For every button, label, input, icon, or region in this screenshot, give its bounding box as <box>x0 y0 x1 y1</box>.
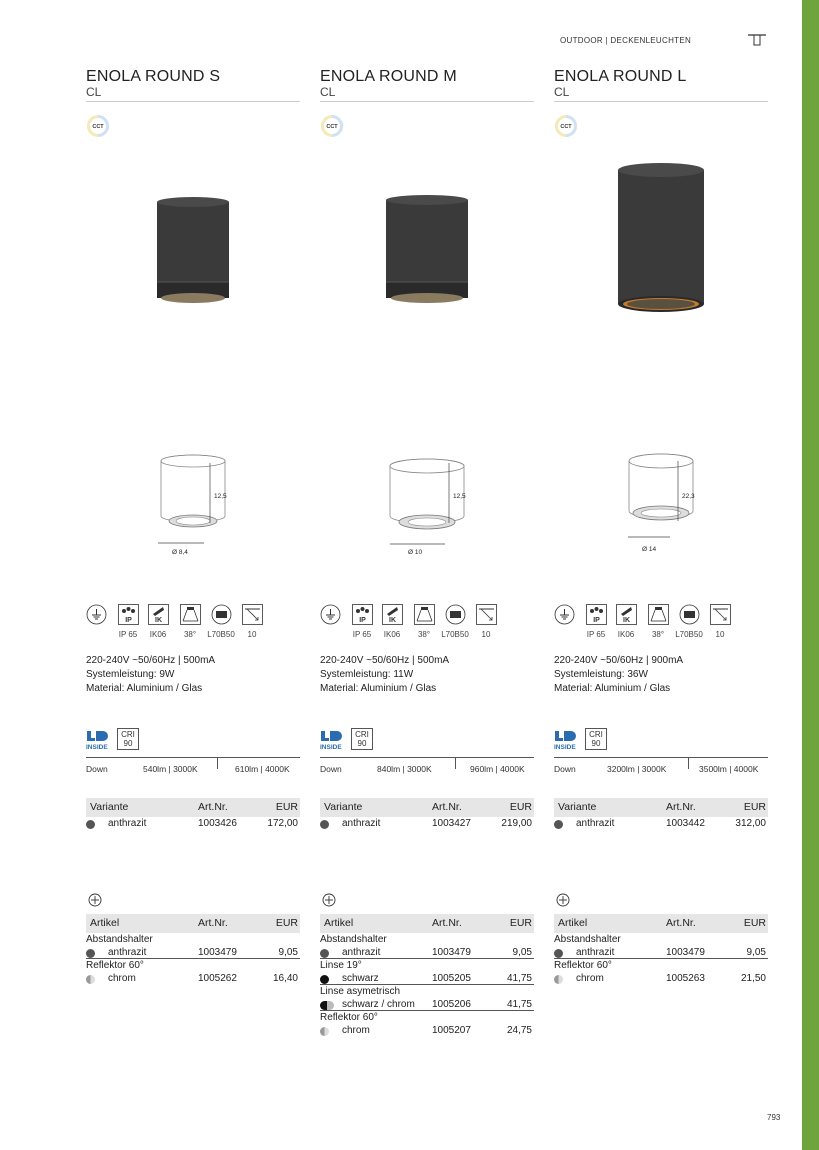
height-dimension: 12,5 <box>214 493 227 500</box>
led-inside-icon <box>554 730 578 750</box>
header-artnr: Art.Nr. <box>198 917 228 929</box>
accessory-price: 41,75 <box>506 999 532 1010</box>
header-artnr: Art.Nr. <box>198 801 228 813</box>
accessory-row <box>320 946 534 959</box>
variant-price: 172,00 <box>267 818 298 829</box>
cct-text: CCT <box>92 124 104 130</box>
distance-icon <box>242 604 263 625</box>
lifetime-label: L70B50 <box>441 630 469 639</box>
ip-rating-icon <box>352 604 373 625</box>
spec-voltage: 220-240V ~50/60Hz | 500mA <box>320 655 450 666</box>
accessory-row <box>86 972 300 985</box>
page-number: 793 <box>767 1113 781 1122</box>
distance-icon <box>476 604 497 625</box>
accessory-group <box>554 933 768 946</box>
accessory-name: anthrazit <box>108 947 147 958</box>
accessory-name: schwarz / chrom <box>342 999 415 1010</box>
product-specs <box>86 654 215 696</box>
lumen-3000k: 540lm | 3000K <box>143 764 198 774</box>
variants-header <box>554 798 768 817</box>
lifetime-label: L70B50 <box>675 630 703 639</box>
certification-icons <box>554 604 768 638</box>
accessory-group-label: Reflektor 60° <box>554 960 612 971</box>
title-divider <box>554 101 768 102</box>
cri-badge <box>117 728 139 750</box>
angle-label: 38° <box>183 630 197 639</box>
product-subtitle: CL <box>554 85 570 99</box>
accessory-name: chrom <box>342 1025 370 1036</box>
spec-material: Material: Aluminium / Glas <box>554 683 671 694</box>
class-protection-icon <box>86 604 107 625</box>
accessory-artnr: 1005207 <box>432 1025 471 1036</box>
product-photo-s <box>86 194 300 314</box>
black-swatch <box>320 975 329 984</box>
height-dimension: 12,5 <box>453 493 466 500</box>
cri-value: 90 <box>591 739 601 748</box>
diameter-dimension: Ø 10 <box>408 549 423 556</box>
spec-power: Systemleistung: 9W <box>86 669 175 680</box>
anthracite-swatch <box>86 949 95 958</box>
dimension-drawing-m <box>320 451 534 561</box>
accessory-artnr: 1005263 <box>666 973 705 984</box>
accessory-price: 41,75 <box>506 973 532 984</box>
ip-text: IP <box>125 617 132 624</box>
spec-voltage: 220-240V ~50/60Hz | 500mA <box>86 655 216 666</box>
header-artnr: Art.Nr. <box>432 801 462 813</box>
lumen-direction: Down <box>320 764 342 774</box>
led-inside-text: INSIDE <box>554 744 576 750</box>
accessory-artnr: 1005205 <box>432 973 471 984</box>
lumen-3000k: 3200lm | 3000K <box>607 764 667 774</box>
accessory-price: 9,05 <box>746 947 766 958</box>
certification-icons <box>86 604 300 638</box>
header-article: Artikel <box>558 917 588 929</box>
accessory-name: anthrazit <box>576 947 615 958</box>
accessories-header <box>320 914 534 933</box>
header-eur: EUR <box>275 917 298 929</box>
chrome-swatch <box>320 1027 329 1036</box>
accessory-group-label: Abstandshalter <box>86 934 153 945</box>
variants-table <box>320 798 534 830</box>
ik-rating-icon <box>382 604 403 625</box>
product-subtitle: CL <box>320 85 336 99</box>
accessory-artnr: 1005262 <box>198 973 237 984</box>
accessories-header <box>554 914 768 933</box>
variant-price: 312,00 <box>735 818 766 829</box>
cri-badge <box>585 728 607 750</box>
lumen-row <box>86 757 300 774</box>
accessory-group <box>320 933 534 946</box>
cct-text: CCT <box>560 124 572 130</box>
variant-name: anthrazit <box>108 818 147 829</box>
variant-name: anthrazit <box>576 818 615 829</box>
header-eur: EUR <box>509 917 532 929</box>
variant-row <box>86 817 300 830</box>
header-artnr: Art.Nr. <box>666 917 696 929</box>
led-inside-icon <box>320 730 344 750</box>
accessory-row <box>554 946 768 959</box>
header-eur: EUR <box>275 801 298 813</box>
accessory-group-label: Reflektor 60° <box>86 960 144 971</box>
accessory-row <box>554 972 768 985</box>
accessory-name: chrom <box>108 973 136 984</box>
cct-badge-icon <box>554 114 578 138</box>
lumen-divider <box>217 758 218 769</box>
spec-power: Systemleistung: 36W <box>554 669 648 680</box>
dimension-drawing-s <box>86 451 300 561</box>
product-specs <box>554 654 683 696</box>
class-protection-icon <box>320 604 341 625</box>
lifetime-icon <box>679 604 700 625</box>
header-article: Artikel <box>324 917 354 929</box>
product-column-s <box>86 68 300 984</box>
ik-text: IK <box>389 617 396 624</box>
class-protection-icon <box>554 604 575 625</box>
distance-label: 10 <box>247 630 257 639</box>
cri-label: CRI <box>355 730 369 739</box>
variant-price: 219,00 <box>501 818 532 829</box>
header-eur: EUR <box>509 801 532 813</box>
product-subtitle: CL <box>86 85 102 99</box>
lumen-row <box>554 757 768 774</box>
accessory-group-label: Abstandshalter <box>320 934 387 945</box>
cct-badge-icon <box>86 114 110 138</box>
variant-row <box>554 817 768 830</box>
ik-label: IK06 <box>149 630 167 639</box>
lumen-row <box>320 757 534 774</box>
accessory-row <box>320 998 534 1011</box>
product-specs <box>320 654 449 696</box>
accessories-header <box>86 914 300 933</box>
beam-angle-icon <box>180 604 201 625</box>
accessory-group <box>554 959 768 972</box>
led-inside-icon <box>86 730 110 750</box>
ip-label: IP 65 <box>352 630 372 639</box>
ik-text: IK <box>623 617 630 624</box>
led-inside-text: INSIDE <box>86 744 108 750</box>
lumen-divider <box>455 758 456 769</box>
cri-value: 90 <box>123 739 133 748</box>
accessory-plus-icon <box>88 893 102 907</box>
distance-label: 10 <box>715 630 725 639</box>
beam-angle-icon <box>648 604 669 625</box>
variant-row <box>320 817 534 830</box>
header-artnr: Art.Nr. <box>432 917 462 929</box>
ik-rating-icon <box>148 604 169 625</box>
accessory-plus-icon <box>322 893 336 907</box>
dimension-drawing-l <box>554 451 768 561</box>
accessory-group <box>320 959 534 972</box>
diameter-dimension: Ø 8,4 <box>172 549 188 556</box>
cct-badge-icon <box>320 114 344 138</box>
accessory-row <box>320 972 534 985</box>
product-column-l <box>554 68 768 984</box>
accessory-artnr: 1003479 <box>432 947 471 958</box>
product-photo-l <box>554 160 768 320</box>
lumen-3000k: 840lm | 3000K <box>377 764 432 774</box>
angle-label: 38° <box>417 630 431 639</box>
header-variant: Variante <box>90 801 129 813</box>
beam-angle-icon <box>414 604 435 625</box>
ip-rating-icon <box>118 604 139 625</box>
distance-label: 10 <box>481 630 491 639</box>
accessory-artnr: 1005206 <box>432 999 471 1010</box>
variants-table <box>86 798 300 830</box>
accessory-price: 16,40 <box>272 973 298 984</box>
accessory-group-label: Abstandshalter <box>554 934 621 945</box>
chrome-swatch <box>554 975 563 984</box>
distance-icon <box>710 604 731 625</box>
variants-header <box>320 798 534 817</box>
accessory-name: anthrazit <box>342 947 381 958</box>
accessory-artnr: 1003479 <box>666 947 705 958</box>
accessory-price: 9,05 <box>278 947 298 958</box>
chrome-swatch <box>86 975 95 984</box>
anthracite-swatch <box>86 820 95 829</box>
lumen-4000k: 610lm | 4000K <box>235 764 290 774</box>
ip-text: IP <box>359 617 366 624</box>
anthracite-swatch <box>554 949 563 958</box>
title-divider <box>86 101 300 102</box>
category-header: OUTDOOR | DECKENLEUCHTEN <box>560 36 692 45</box>
header-artnr: Art.Nr. <box>666 801 696 813</box>
lifetime-label: L70B50 <box>207 630 235 639</box>
lumen-divider <box>688 758 689 769</box>
ip-rating-icon <box>586 604 607 625</box>
ik-text: IK <box>155 617 162 624</box>
ik-rating-icon <box>616 604 637 625</box>
diameter-dimension: Ø 14 <box>642 546 657 553</box>
spec-power: Systemleistung: 11W <box>320 669 414 680</box>
header-variant: Variante <box>558 801 597 813</box>
spec-voltage: 220-240V ~50/60Hz | 900mA <box>554 655 684 666</box>
variant-artnr: 1003442 <box>666 818 705 829</box>
accessory-name: schwarz <box>342 973 379 984</box>
lumen-4000k: 3500lm | 4000K <box>699 764 759 774</box>
ip-label: IP 65 <box>586 630 606 639</box>
variants-table <box>554 798 768 830</box>
accessory-price: 21,50 <box>740 973 766 984</box>
accessory-price: 24,75 <box>506 1025 532 1036</box>
height-dimension: 22,3 <box>682 493 695 500</box>
cri-value: 90 <box>357 739 367 748</box>
product-title: ENOLA ROUND L <box>554 68 687 85</box>
accessory-row <box>86 946 300 959</box>
ip-label: IP 65 <box>118 630 138 639</box>
ik-label: IK06 <box>617 630 635 639</box>
accessory-name: chrom <box>576 973 604 984</box>
lumen-direction: Down <box>86 764 108 774</box>
lifetime-icon <box>445 604 466 625</box>
ceiling-light-icon <box>748 34 766 46</box>
title-divider <box>320 101 534 102</box>
accessory-price: 9,05 <box>512 947 532 958</box>
anthracite-swatch <box>320 820 329 829</box>
spec-material: Material: Aluminium / Glas <box>86 683 203 694</box>
variant-artnr: 1003427 <box>432 818 471 829</box>
accessory-group-label: Reflektor 60° <box>320 1012 378 1023</box>
header-eur: EUR <box>743 917 766 929</box>
product-title: ENOLA ROUND M <box>320 68 457 85</box>
accessory-group <box>320 1011 534 1024</box>
accessories-table <box>86 914 300 985</box>
led-inside-text: INSIDE <box>320 744 342 750</box>
ik-label: IK06 <box>383 630 401 639</box>
anthracite-swatch <box>320 949 329 958</box>
header-article: Artikel <box>90 917 120 929</box>
accessory-group <box>320 985 534 998</box>
green-side-bar <box>802 0 819 1150</box>
variant-name: anthrazit <box>342 818 381 829</box>
cri-label: CRI <box>121 730 135 739</box>
angle-label: 38° <box>651 630 665 639</box>
product-title: ENOLA ROUND S <box>86 68 221 85</box>
variants-header <box>86 798 300 817</box>
accessory-row <box>320 1024 534 1037</box>
accessory-artnr: 1003479 <box>198 947 237 958</box>
certification-icons <box>320 604 534 638</box>
product-column-m <box>320 68 534 1036</box>
anthracite-swatch <box>554 820 563 829</box>
header-eur: EUR <box>743 801 766 813</box>
lifetime-icon <box>211 604 232 625</box>
spec-material: Material: Aluminium / Glas <box>320 683 437 694</box>
accessories-table <box>554 914 768 985</box>
ip-text: IP <box>593 617 600 624</box>
variant-artnr: 1003426 <box>198 818 237 829</box>
cri-label: CRI <box>589 730 603 739</box>
cct-text: CCT <box>326 124 338 130</box>
black-chrome-swatch <box>320 1001 334 1010</box>
header-variant: Variante <box>324 801 363 813</box>
accessories-table <box>320 914 534 1037</box>
accessory-plus-icon <box>556 893 570 907</box>
accessory-group <box>86 959 300 972</box>
product-photo-m <box>320 194 534 314</box>
accessory-group-label: Linse 19° <box>320 960 362 971</box>
lumen-direction: Down <box>554 764 576 774</box>
cri-badge <box>351 728 373 750</box>
accessory-group <box>86 933 300 946</box>
accessory-group-label: Linse asymetrisch <box>320 986 401 997</box>
lumen-4000k: 960lm | 4000K <box>470 764 525 774</box>
